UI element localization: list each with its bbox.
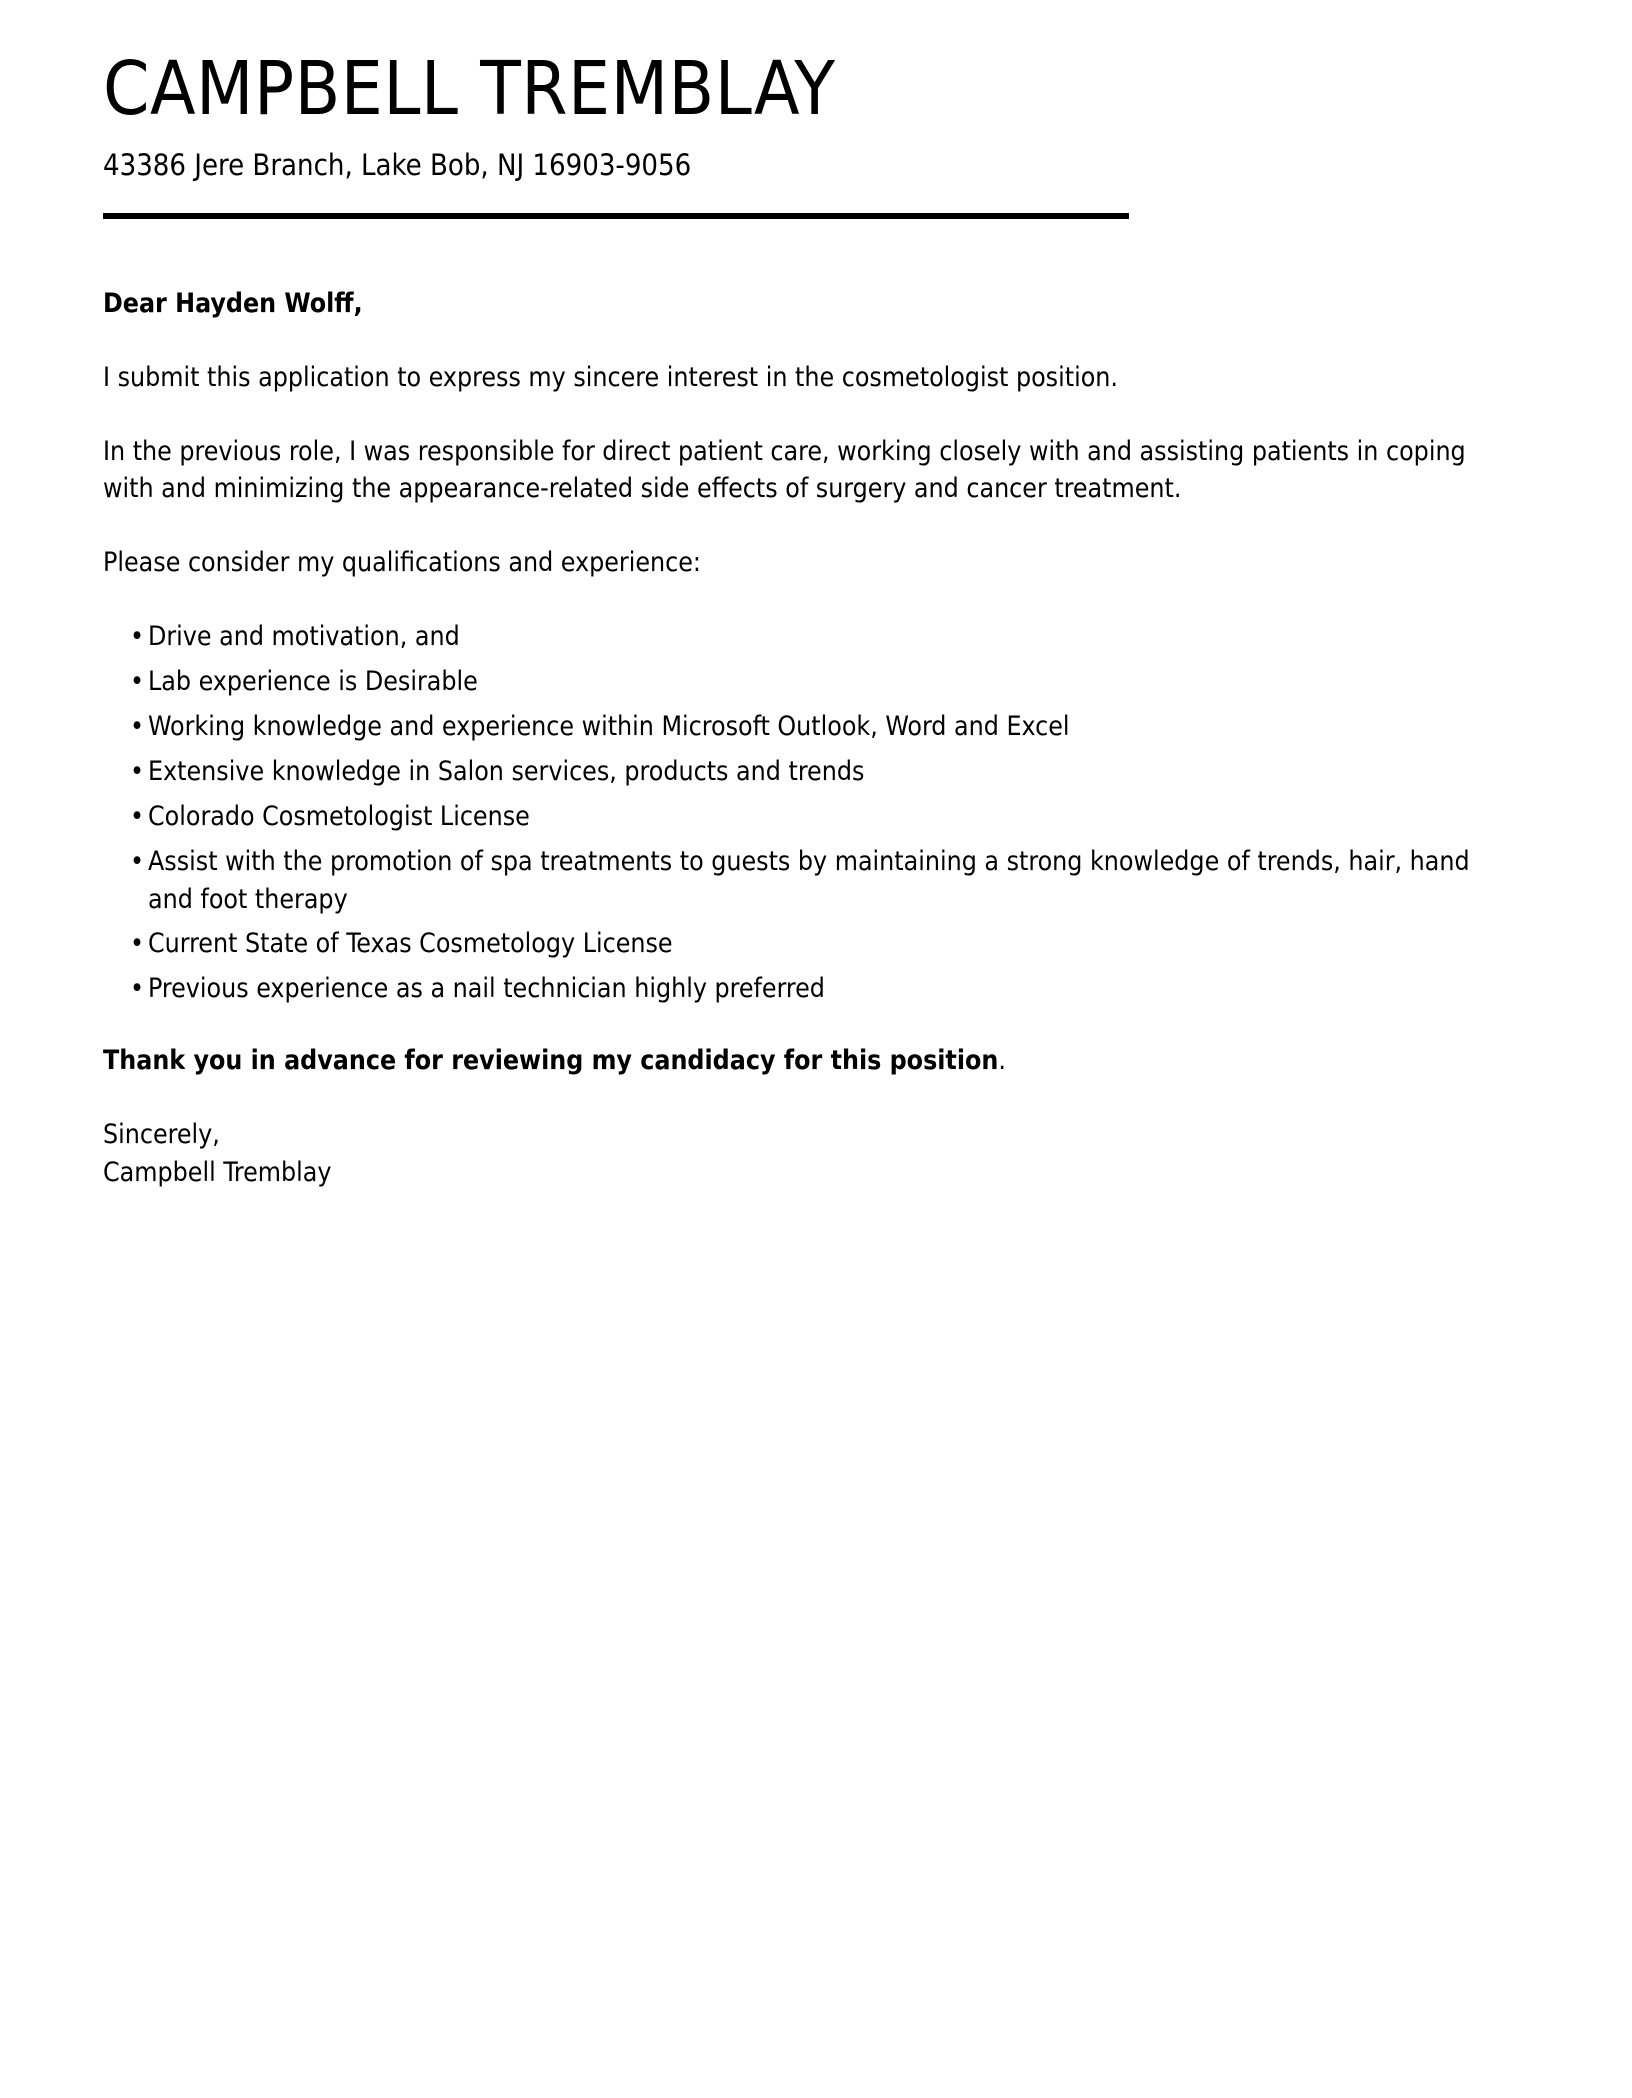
- bullet-icon: •: [130, 711, 145, 743]
- list-item-text: Current State of Texas Cosmetology License: [148, 928, 673, 960]
- list-item-text: Colorado Cosmetologist License: [148, 800, 530, 832]
- letter-header: [103, 0, 1505, 219]
- bullet-icon: •: [130, 973, 145, 1005]
- signature-block: [103, 1116, 1505, 1192]
- bullet-icon: •: [130, 845, 145, 877]
- experience-paragraph: In the previous role, I was responsible for direct patient care, working closely with and assisting patients in coping with and minimizing the appearance-related side effects of surgery and cancer treatment.: [103, 435, 1466, 505]
- thank-you-text: Thank you in advance for reviewing my candidacy for this position: [103, 1045, 999, 1077]
- thank-you-period: .: [998, 1045, 1006, 1077]
- list-item-text: Working knowledge and experience within Microsoft Outlook, Word and Excel: [148, 711, 1070, 743]
- salutation: Dear Hayden Wolff,: [103, 287, 363, 319]
- list-item: [103, 753, 1505, 791]
- list-item-text: Assist with the promotion of spa treatments to guests by maintaining a strong knowledge of trends, hair, hand and foot therapy: [148, 845, 1470, 915]
- bullet-icon: •: [130, 928, 145, 960]
- bullet-icon: •: [130, 800, 145, 832]
- bullet-icon: •: [130, 621, 145, 653]
- letter-content: [103, 219, 1505, 1192]
- page-title: CAMPBELL TREMBLAY: [103, 46, 836, 132]
- list-item-text: Lab experience is Desirable: [148, 666, 478, 698]
- thank-you-line: [103, 1042, 1505, 1080]
- closing-salutation: Sincerely,: [103, 1119, 220, 1151]
- list-item: [103, 618, 1505, 656]
- list-item: [103, 843, 1505, 919]
- qualifications-list: [103, 618, 1505, 1008]
- list-item: [103, 925, 1505, 963]
- cover-letter-body: [103, 0, 1505, 1192]
- qualifications-lead-in: Please consider my qualifications and experience:: [103, 547, 701, 579]
- bullet-icon: •: [130, 755, 145, 787]
- list-item: [103, 708, 1505, 746]
- contact-address: 43386 Jere Branch, Lake Bob, NJ 16903-9056: [103, 148, 692, 182]
- list-item-text: Extensive knowledge in Salon services, products and trends: [148, 755, 865, 787]
- list-item: [103, 663, 1505, 701]
- list-item-text: Previous experience as a nail technician highly preferred: [148, 973, 825, 1005]
- bullet-icon: •: [130, 666, 145, 698]
- list-item-text: Drive and motivation, and: [148, 621, 460, 653]
- signature-name: Campbell Tremblay: [103, 1157, 332, 1189]
- list-item: [103, 798, 1505, 836]
- list-item: [103, 970, 1505, 1008]
- intro-paragraph: I submit this application to express my sincere interest in the cosmetologist position.: [103, 361, 1118, 393]
